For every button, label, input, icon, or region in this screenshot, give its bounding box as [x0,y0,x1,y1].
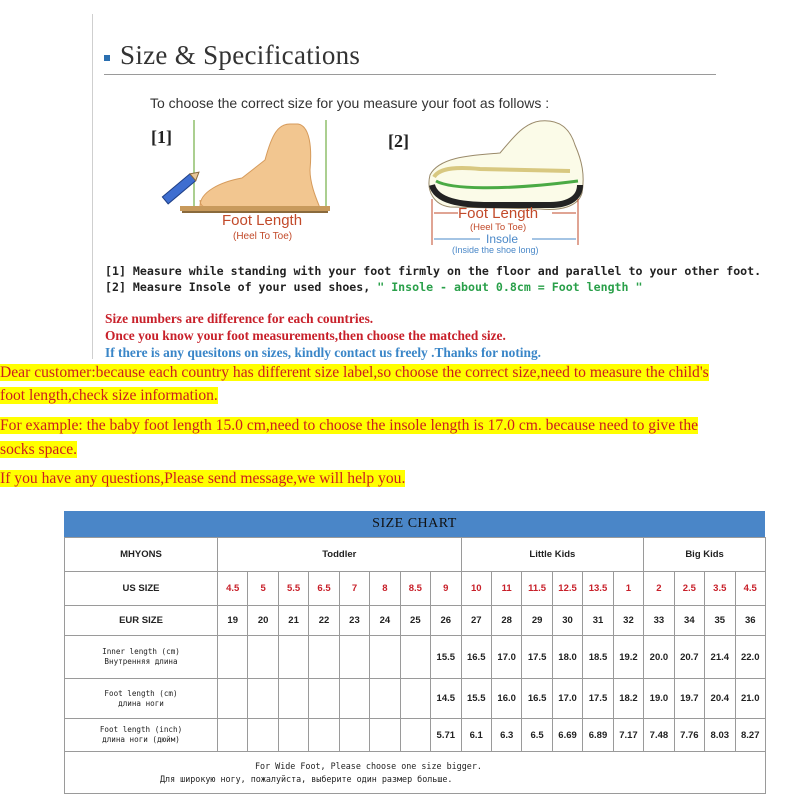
inner-length-row-cell: 16.5 [461,636,491,679]
inner-length-row-cell: 20.0 [644,636,674,679]
measure-instruction: To choose the correct size for you measure your foot as follows : [150,95,550,111]
note-line-1: Size numbers are difference for each countries. [105,311,374,326]
inner-length-row [65,636,766,679]
foot-length-inch-row-cell: 5.71 [431,719,461,752]
foot-length-inch-row-label-line-2: длина ноги (дюйм) [102,735,180,744]
highlight-text-3: For example: the baby foot length 15.0 cm,need to choose the insole length is 17.0 cm. because need to give the [0,417,699,434]
eur-size-row-cell: 34 [674,606,704,636]
us-size-row-label [65,572,218,606]
inner-length-row-cell [278,636,308,679]
foot-length-cm-row-cell: 17.5 [583,679,613,719]
foot-length-inch-row-cell [339,719,369,752]
highlight-text-1: Dear customer:because each country has different size label,so choose the correct size,need to measure the child's [0,364,709,381]
us-size-row-cell: 6.5 [309,572,339,606]
inner-length-row-cell: 18.5 [583,636,613,679]
us-size-row-cell: 5.5 [278,572,308,606]
step-1: [1] Measure while standing with your foot firmly on the floor and parallel to your other foot. [105,264,762,278]
eur-size-row-cell: 36 [735,606,765,636]
eur-size-row-cell: 19 [218,606,248,636]
insole-formula: " Insole - about 0.8cm = Foot length " [377,280,643,294]
foot-length-inch-row-cell [218,719,248,752]
foot-length-cm-row-cell: 20.4 [705,679,735,719]
foot-length-cm-row-cell [339,679,369,719]
size-notes [105,310,541,361]
eur-size-row-cell: 20 [248,606,278,636]
foot-length-cm-row-cell: 17.0 [552,679,582,719]
inner-length-row-cell: 19.2 [613,636,643,679]
us-size-row-cell: 4.5 [218,572,248,606]
us-size-row-cell: 1 [613,572,643,606]
highlight-line-4 [0,440,77,460]
foot-length-cm-row-cell [309,679,339,719]
size-chart-title: SIZE CHART [372,516,457,531]
group-row [65,538,766,572]
inner-length-row-label-line-1: Inner length (cm) [102,647,180,656]
foot-length-inch-row-cell: 7.48 [644,719,674,752]
foot-length-cm-row-cell [278,679,308,719]
eur-size-row-cell: 28 [491,606,521,636]
foot-length-cm-row-cell [370,679,400,719]
title-bullet [104,55,110,61]
us-size-row-cell: 2.5 [674,572,704,606]
foot-length-cm-row-label-line-1: Foot length (cm) [104,688,178,698]
inner-length-row-cell [370,636,400,679]
foot-length-cm-row-cell: 19.7 [674,679,704,719]
eur-size-row-cell: 27 [461,606,491,636]
inner-length-row-cell: 21.4 [705,636,735,679]
eur-size-row-label [65,606,218,636]
page-title: Size & Specifications [120,40,361,70]
eur-size-row-cell: 23 [339,606,369,636]
us-size-row-cell: 9 [431,572,461,606]
inside-shoe-label: (Inside the shoe long) [452,245,539,255]
highlight-text-2: foot length,check size information. [0,387,218,404]
inner-length-row-cell: 17.5 [522,636,552,679]
us-size-row-cell: 8 [370,572,400,606]
us-size-row-cell: 11.5 [522,572,552,606]
us-size-row-cell: 11 [491,572,521,606]
highlight-line-1 [0,363,709,383]
inner-length-row-cell [309,636,339,679]
wide-foot-note-en: For Wide Foot, Please choose one size bigger. [255,760,482,771]
left-guide-line [92,14,93,359]
us-size-row-cell: 12.5 [552,572,582,606]
foot-length-inch-row-cell [248,719,278,752]
measure-steps [105,263,761,295]
foot-length-cm-row-cell: 15.5 [461,679,491,719]
highlight-text-4: socks space. [0,441,78,458]
eur-size-row-cell: 22 [309,606,339,636]
foot-length-inch-row-label-line-1: Foot length (inch) [99,725,183,734]
foot-length-inch-row-cell: 7.17 [613,719,643,752]
foot-length-inch-row-cell: 6.3 [491,719,521,752]
group-little-kids: Little Kids [461,538,644,572]
foot-length-label: Foot Length [222,212,303,229]
us-size-row-cell: 2 [644,572,674,606]
foot-length-inch-row-cell: 6.69 [552,719,582,752]
eur-size-row-cell: 29 [522,606,552,636]
foot-length-label-2: Foot Length [458,205,539,222]
eur-size-row-cell: 24 [370,606,400,636]
foot-length-cm-row [65,679,766,719]
foot-length-inch-row-cell: 6.1 [461,719,491,752]
inner-length-row-label [65,636,218,679]
foot-length-inch-row [65,719,766,752]
foot-length-cm-row-cell [218,679,248,719]
size-chart [64,511,765,795]
eur-size-row-cell: 31 [583,606,613,636]
foot-length-inch-row-cell [309,719,339,752]
highlight-text-5: If you have any questions,Please send message,we will help you. [0,470,406,487]
foot-length-inch-row-cell [400,719,430,752]
note-line-3: If there is any quesitons on sizes, kindly contact us freely .Thanks for noting. [105,345,541,360]
foot-length-inch-row-cell: 6.89 [583,719,613,752]
size-chart-header [64,511,765,537]
step-2 [105,279,761,295]
highlight-line-3 [0,416,698,436]
inner-length-row-cell [218,636,248,679]
foot-length-inch-row-cell [278,719,308,752]
foot-length-cm-row-cell [400,679,430,719]
us-size-row-cell: 5 [248,572,278,606]
wide-foot-note-ru: Для широкую ногу, пожалуйста, выберите один размер больше. [160,773,453,784]
us-size-row-cell: 3.5 [705,572,735,606]
foot-length-cm-row-label-line-2: длина ноги [118,698,164,708]
eur-size-row-cell: 32 [613,606,643,636]
us-size-row-cell: 4.5 [735,572,765,606]
heel-to-toe-label: (Heel To Toe) [233,231,293,242]
us-size-row [65,572,766,606]
group-big-kids: Big Kids [644,538,766,572]
heel-to-toe-label-2: (Heel To Toe) [470,222,527,233]
figure-marker-1: [1] [151,127,172,147]
foot-length-inch-row-cell: 7.76 [674,719,704,752]
inner-length-row-cell [339,636,369,679]
foot-length-cm-row-cell: 19.0 [644,679,674,719]
foot-length-inch-row-cell: 8.03 [705,719,735,752]
foot-length-cm-row-cell: 18.2 [613,679,643,719]
brand-cell-line-1: MHYONS [120,549,162,560]
us-size-row-label-line-1: US SIZE [122,583,160,594]
inner-length-row-cell: 22.0 [735,636,765,679]
inner-length-row-cell: 18.0 [552,636,582,679]
eur-size-row-cell: 26 [431,606,461,636]
inner-length-row-cell [400,636,430,679]
foot-length-cm-row-cell: 16.5 [522,679,552,719]
highlight-line-2 [0,386,218,406]
eur-size-row-cell: 21 [278,606,308,636]
eur-size-row-cell: 33 [644,606,674,636]
us-size-row-cell: 13.5 [583,572,613,606]
eur-size-row-cell: 35 [705,606,735,636]
insole-label: Insole [486,232,519,246]
group-toddler: Toddler [218,538,462,572]
foot-length-cm-row-cell [248,679,278,719]
eur-size-row-cell: 25 [400,606,430,636]
inner-length-row-label-line-2: Внутренняя длина [104,657,178,666]
note-line-2: Once you know your foot measurements,then choose the matched size. [105,328,506,343]
foot-length-inch-row-cell [370,719,400,752]
us-size-row-cell: 10 [461,572,491,606]
eur-size-row-cell: 30 [552,606,582,636]
foot-length-inch-row-cell: 8.27 [735,719,765,752]
foot-length-cm-row-cell: 21.0 [735,679,765,719]
step-2-text: [2] Measure Insole of your used shoes, [105,280,378,294]
foot-length-inch-row-label [65,719,218,752]
us-size-row-cell: 7 [339,572,369,606]
highlight-line-5 [0,469,405,489]
inner-length-row-cell: 15.5 [431,636,461,679]
inner-length-row-cell: 17.0 [491,636,521,679]
size-table [64,537,766,794]
brand-cell [65,538,218,572]
section-title [104,40,360,71]
inner-length-row-cell [248,636,278,679]
wide-foot-note [65,752,766,794]
inner-length-row-cell: 20.7 [674,636,704,679]
title-divider [104,74,716,75]
foot-length-cm-row-cell: 16.0 [491,679,521,719]
eur-size-row [65,606,766,636]
figure-marker-2: [2] [388,131,409,151]
note-row [65,752,766,794]
foot-length-inch-row-cell: 6.5 [522,719,552,752]
foot-length-cm-row-label [65,679,218,719]
foot-length-cm-row-cell: 14.5 [431,679,461,719]
us-size-row-cell: 8.5 [400,572,430,606]
eur-size-row-label-line-1: EUR SIZE [119,615,163,626]
